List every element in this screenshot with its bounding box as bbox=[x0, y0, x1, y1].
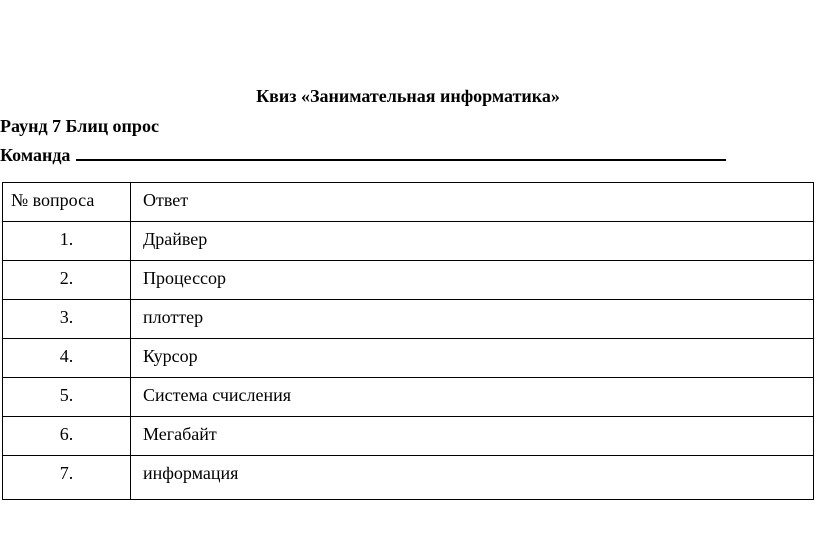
question-number: 3. bbox=[3, 300, 131, 339]
team-field bbox=[0, 141, 726, 167]
question-number: 2. bbox=[3, 261, 131, 300]
answer-text: Курсор bbox=[131, 339, 814, 378]
answer-text: Мегабайт bbox=[131, 417, 814, 456]
team-label: Команда bbox=[0, 145, 71, 165]
question-number: 6. bbox=[3, 417, 131, 456]
table-row bbox=[3, 222, 814, 261]
table-row bbox=[3, 378, 814, 417]
table-row bbox=[3, 339, 814, 378]
question-number: 5. bbox=[3, 378, 131, 417]
answers-table bbox=[2, 182, 814, 500]
table-header-row bbox=[3, 183, 814, 222]
table-row bbox=[3, 417, 814, 456]
answer-text: информация bbox=[131, 456, 814, 500]
team-blank-line bbox=[76, 141, 726, 161]
answer-text: Драйвер bbox=[131, 222, 814, 261]
question-number: 4. bbox=[3, 339, 131, 378]
round-heading: Раунд 7 Блиц опрос bbox=[0, 116, 159, 136]
table-row bbox=[3, 300, 814, 339]
page-title: Квиз «Занимательная информатика» bbox=[256, 86, 560, 106]
question-number: 7. bbox=[3, 456, 131, 500]
table-row bbox=[3, 456, 814, 500]
table-row bbox=[3, 261, 814, 300]
answer-text: Процессор bbox=[131, 261, 814, 300]
header-answer: Ответ bbox=[131, 183, 814, 222]
header-question-number: № вопроса bbox=[3, 183, 131, 222]
answer-text: плоттер bbox=[131, 300, 814, 339]
answer-text: Система счисления bbox=[131, 378, 814, 417]
question-number: 1. bbox=[3, 222, 131, 261]
